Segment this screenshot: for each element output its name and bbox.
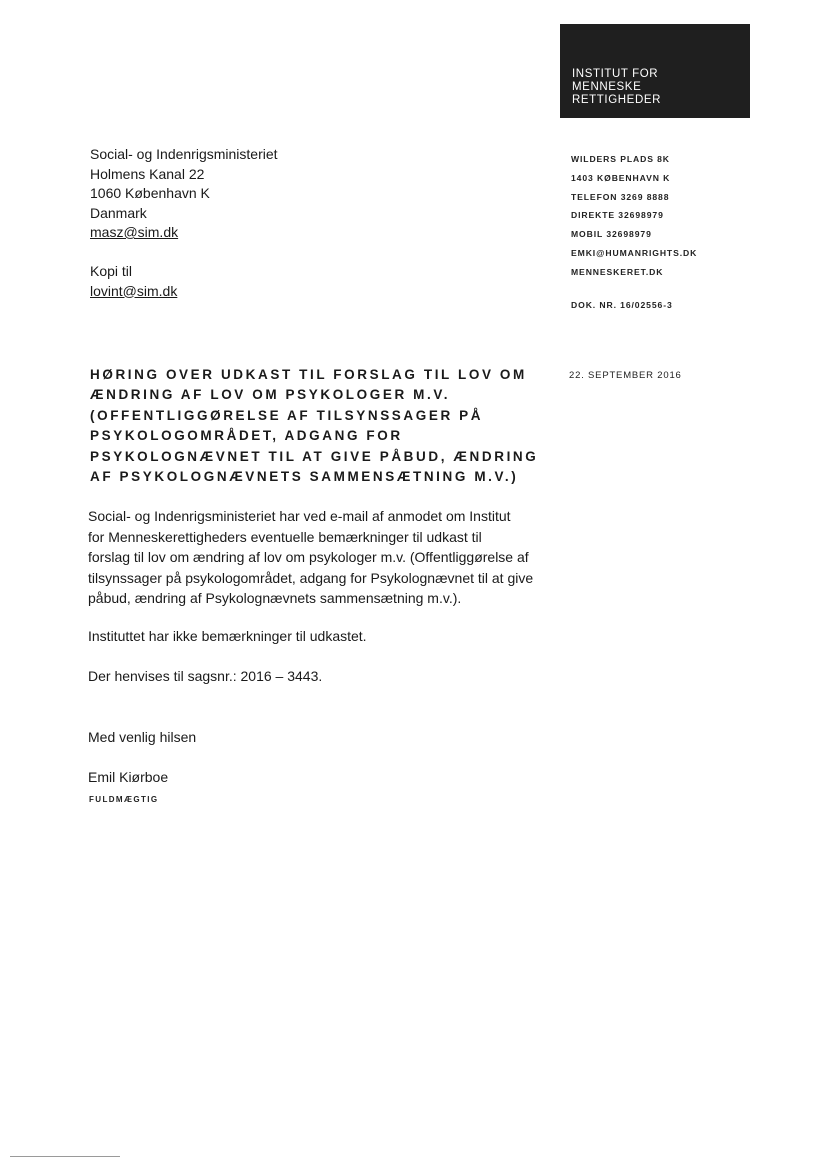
sender-website: MENNESKERET.DK	[571, 266, 664, 277]
paragraph-line: forslag til lov om ændring af lov om psykologer m.v. (Offentliggørelse af	[88, 549, 529, 565]
logo-line: MENNESKE	[572, 81, 642, 93]
recipient-email-link[interactable]: masz@sim.dk	[90, 224, 179, 240]
sender-mobile: MOBIL 32698979	[571, 229, 652, 240]
copy-email-link[interactable]: lovint@sim.dk	[90, 282, 178, 299]
paragraph-line: Social- og Indenrigsministeriet har ved e-mail af anmodet om Institut	[88, 508, 511, 524]
copy-recipient	[90, 262, 177, 301]
recipient-name: Social- og Indenrigsministeriet	[90, 146, 278, 162]
footer-divider	[10, 1156, 120, 1157]
sender-direct: DIREKTE 32698979	[571, 210, 664, 221]
letter-date: 22. SEPTEMBER 2016	[569, 370, 682, 381]
signer-name: Emil Kiørboe	[88, 769, 169, 785]
logo-line: RETTIGHEDER	[572, 94, 662, 106]
body-paragraph-reference: Der henvises til sagsnr.: 2016 – 3443.	[88, 668, 323, 684]
logo-wordmark	[572, 68, 661, 107]
copy-label: Kopi til	[90, 263, 133, 279]
logo-line: INSTITUT FOR	[572, 68, 659, 80]
heading-line: AF PSYKOLOGNÆVNETS SAMMENSÆTNING M.V.)	[90, 469, 519, 485]
paragraph-line: påbud, ændring af Psykolognævnets sammensætning m.v.).	[88, 590, 462, 606]
paragraph-line: tilsynssager på psykologområdet, adgang for Psykolognævnet til at give	[88, 569, 534, 586]
signer-title: FULDMÆGTIG	[89, 795, 159, 804]
recipient-address	[90, 145, 490, 243]
heading-line: ÆNDRING AF LOV OM PSYKOLOGER M.V.	[90, 387, 451, 403]
closing-salutation: Med venlig hilsen	[88, 729, 197, 745]
recipient-street: Holmens Kanal 22	[90, 165, 205, 182]
sender-phone: TELEFON 3269 8888	[571, 191, 670, 202]
sender-email: EMKI@HUMANRIGHTS.DK	[571, 247, 698, 258]
paragraph-line: for Menneskerettigheders eventuelle bemærkninger til udkast til	[88, 528, 482, 545]
heading-line: PSYKOLOGNÆVNET TIL AT GIVE PÅBUD, ÆNDRING	[90, 448, 539, 464]
letter-heading	[90, 365, 550, 487]
recipient-city: 1060 København K	[90, 185, 210, 201]
document-number: DOK. NR. 16/02556-3	[571, 300, 673, 310]
institution-logo	[560, 24, 750, 118]
recipient-country: Danmark	[90, 204, 147, 221]
body-paragraph-request	[88, 506, 568, 609]
sender-street: WILDERS PLADS 8K	[571, 154, 670, 164]
heading-line: (OFFENTLIGGØRELSE AF TILSYNSSAGER PÅ	[90, 407, 484, 423]
sender-city: 1403 KØBENHAVN K	[571, 172, 671, 183]
heading-line: PSYKOLOGOMRÅDET, ADGANG FOR	[90, 428, 403, 444]
heading-line: HØRING OVER UDKAST TIL FORSLAG TIL LOV OM	[90, 367, 527, 382]
sender-contact-block	[571, 150, 771, 282]
body-paragraph-response: Instituttet har ikke bemærkninger til udkastet.	[88, 628, 367, 644]
